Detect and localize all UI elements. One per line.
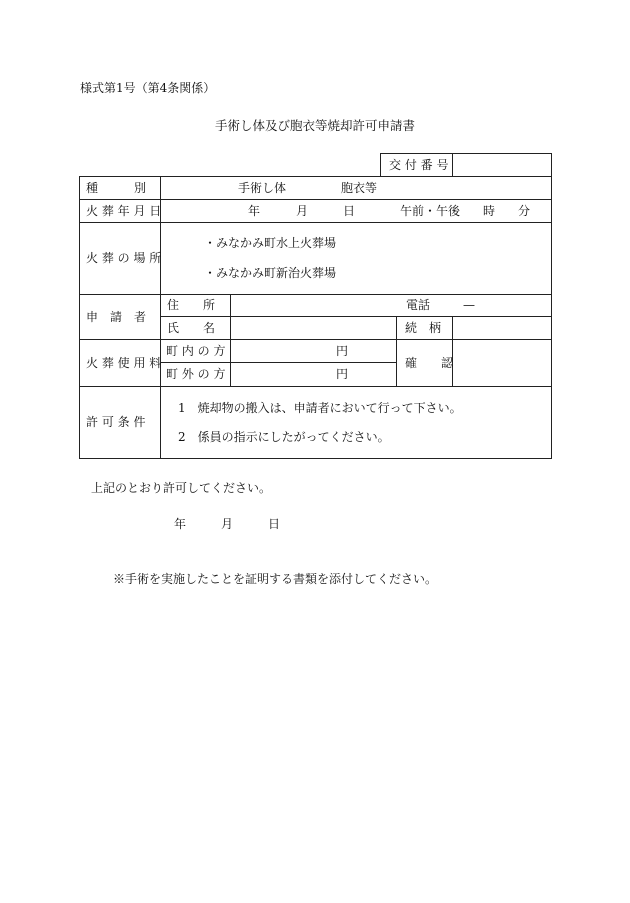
cremation-place-label: 火 葬 の 場 所: [86, 251, 162, 265]
place-option-minakami[interactable]: ・みなかみ町水上火葬場: [204, 236, 337, 250]
applicant-label: 申 請 者: [86, 310, 147, 324]
confirm-field[interactable]: [458, 343, 546, 381]
fee-label: 火 葬 使 用 料: [86, 356, 162, 370]
category-option-surgical-body[interactable]: 手術し体: [238, 181, 287, 195]
fee-outside-label: 町 外 の 方: [166, 367, 226, 381]
address-field[interactable]: [235, 298, 395, 312]
request-text: 上記のとおり許可してください。: [91, 481, 272, 495]
name-field[interactable]: [235, 320, 393, 334]
date-hour: 時: [483, 204, 496, 218]
fee-outside-yen: 円: [336, 367, 349, 381]
condition-item-1: 1 焼却物の搬入は、申請者において行って下さい。: [178, 401, 462, 415]
name-label: 氏 名: [167, 321, 216, 335]
confirm-label: 確 認: [405, 356, 454, 370]
address-label: 住 所: [167, 298, 216, 312]
issue-number-value[interactable]: [460, 159, 546, 173]
issue-number-label: 交 付 番 号: [389, 158, 449, 172]
form-number: 様式第1号（第4条関係）: [80, 81, 216, 95]
footer-date-year: 年: [174, 517, 187, 531]
fee-inside-yen: 円: [336, 344, 349, 358]
cremation-date-label: 火 葬 年 月 日: [86, 204, 162, 218]
date-year: 年: [248, 204, 261, 218]
relation-field[interactable]: [458, 320, 546, 334]
date-minute: 分: [518, 204, 531, 218]
condition-item-2: 2 係員の指示にしたがってください。: [178, 430, 390, 444]
date-ampm[interactable]: 午前・午後: [400, 204, 461, 218]
footer-date-day: 日: [268, 517, 281, 531]
conditions-label: 許 可 条 件: [86, 415, 146, 429]
fee-inside-label: 町 内 の 方: [166, 344, 226, 358]
footer-date-month: 月: [221, 517, 234, 531]
document-title: 手術し体及び胞衣等焼却許可申請書: [214, 118, 415, 133]
attachment-note: ※手術を実施したことを証明する書類を添付してください。: [113, 572, 438, 586]
application-table: [79, 176, 552, 459]
relation-label: 続 柄: [405, 321, 442, 335]
date-day: 日: [343, 204, 356, 218]
category-label: 種 別: [86, 181, 147, 195]
category-option-placenta[interactable]: 胞衣等: [341, 181, 378, 195]
phone-dash: —: [463, 298, 475, 312]
phone-label: 電話: [406, 298, 431, 312]
place-option-niiharu[interactable]: ・みなかみ町新治火葬場: [204, 266, 337, 280]
date-month: 月: [296, 204, 309, 218]
